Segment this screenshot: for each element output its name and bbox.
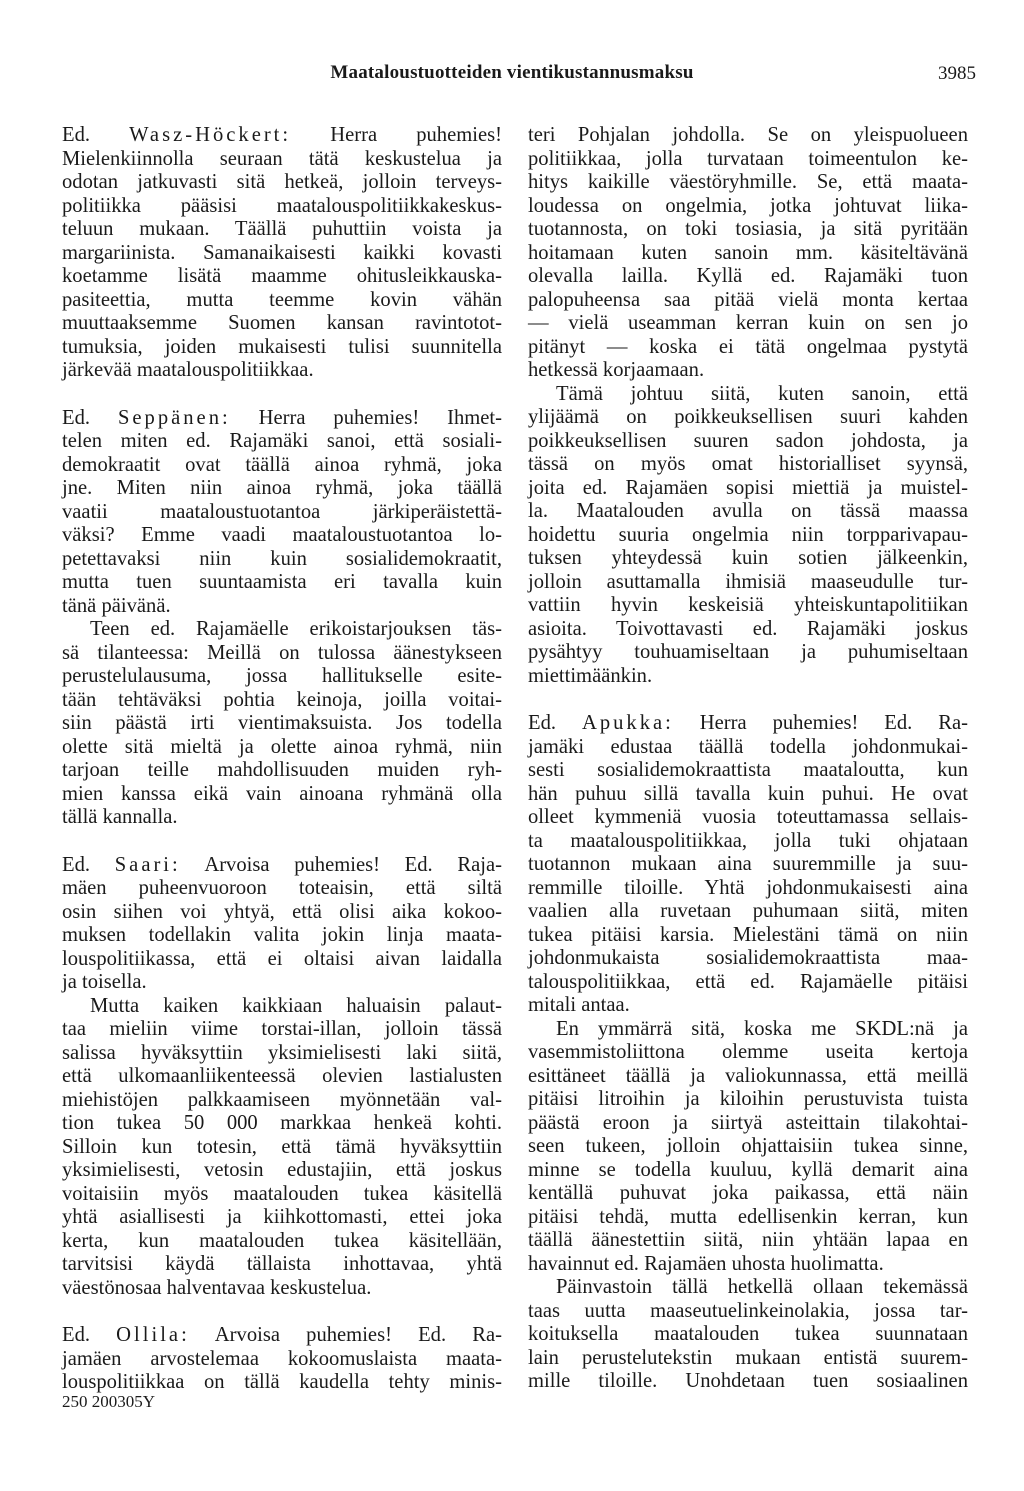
text-line: la. Maatalouden avulla on tässä maassa <box>528 500 968 522</box>
text-line: voitaisiin myös maatalouden tukea käsitellä <box>62 1182 502 1205</box>
speaker-name: Apukka: <box>581 712 674 734</box>
text-line: margariinista. Samanaikaisesti kaikki kovasti <box>62 241 502 264</box>
text-line: hän puhuu sillä tavalla kuin puhui. He ovat <box>528 782 968 805</box>
text-line: vattiin hyvin keskeisiä yhteiskuntapolitiikan <box>528 594 968 616</box>
speaker-name: Ollila: <box>116 1324 190 1346</box>
text-line: väestönosaa halventavaa keskustelua. <box>62 1276 372 1299</box>
text-line: tukea pitäisi karsia. Mielestäni tämä on niin <box>528 923 968 946</box>
text-line: siin päästä irti vientimaksuista. Jos todella <box>62 712 502 734</box>
text-line: koituksella maatalouden tukea suunnataan <box>528 1323 968 1345</box>
text-line: Teen ed. Rajamäelle erikoistarjouksen täs- <box>90 618 502 640</box>
text-line: hitys kaikille väestöryhmille. Se, että maata- <box>528 171 968 193</box>
text-line: demokraatit ovat täällä ainoa ryhmä, joka <box>62 453 502 476</box>
text-line: louspolitiikassa, että ei oltaisi aivan laidalla <box>62 947 502 970</box>
text-line: koetamme lisätä maamme ohitusleikkauska- <box>62 265 502 287</box>
text-line: hetkessä korjaamaan. <box>528 359 705 381</box>
text-line: tion tukea 50 000 markkaa henkeä kohti. <box>62 1112 502 1134</box>
text-line: tumuksia, joiden mukaisesti tulisi suunnitella <box>62 335 502 358</box>
text-line: esittäneet täällä ja valiokunnassa, että meillä <box>528 1064 968 1087</box>
text-line: hoitamaan kuten sanoin mm. käsiteltävänä <box>528 241 968 264</box>
text-line: teluun mukaan. Täällä puhuttiin voista ja <box>62 218 502 240</box>
text-line: tarjoan teille mahdollisuuden muiden ryh- <box>62 759 502 781</box>
text-line: olette sitä mieltä ja olette ainoa ryhmä, niin <box>62 735 502 758</box>
text-line: johdonmukaista sosialidemokraattista maa- <box>528 947 968 969</box>
text-line: järkevää maatalouspolitiikkaa. <box>62 359 314 381</box>
text-line: joita ed. Rajamäen sopisi miettiä ja muistel- <box>528 476 968 499</box>
text-line: talouspolitiikkaa, että ed. Rajamäelle pitäisi <box>528 970 968 993</box>
text-line: miettimäänkin. <box>528 664 653 687</box>
paragraph-gap <box>62 830 502 854</box>
text-line: Ed. Ollila: Arvoisa puhemies! Ed. Ra- <box>62 1324 502 1346</box>
text-line: Ed. Saari: Arvoisa puhemies! Ed. Raja- <box>62 853 502 876</box>
text-line: miehistöjen palkkaamiseen myönnetään val- <box>62 1088 502 1111</box>
text-line: palopuheensa saa pitää vielä monta kertaa <box>528 288 968 311</box>
text-line: muuttaaksemme Suomen kansan ravintotot- <box>62 312 502 334</box>
paragraph-gap <box>528 688 968 712</box>
text-line: Tämä johtuu siitä, kuten sanoin, että <box>556 382 968 405</box>
text-line: pitäisi litroihin ja kiloihin perustuvista tuista <box>528 1088 968 1110</box>
text-line: hoidettu suuria ongelmia niin torpparivapau- <box>528 523 968 546</box>
text-line: mäen puheenvuoroon toteaisin, että siltä <box>62 877 502 899</box>
text-line: Silloin kun totesin, että tämä hyväksyttiin <box>62 1135 502 1158</box>
text-line: väksi? Emme vaadi maataloustuotantoa lo- <box>62 524 502 546</box>
text-line: poikkeuksellisen suuren sadon johdosta, ja <box>528 429 968 452</box>
text-line: tään tehtäväksi pohtia keinoja, joilla voitai- <box>62 688 502 711</box>
text-line: ylijäämä on poikkeuksellisen suuri kahden <box>528 406 968 428</box>
text-line: lain perustelutekstin mukaan entistä suurem- <box>528 1346 968 1369</box>
text-line: tuksen yhteydessä kuin sotien jälkeenkin, <box>528 547 968 569</box>
text-line: En ymmärrä sitä, koska me SKDL:nä ja <box>556 1017 968 1040</box>
text-line: seen tukeen, jolloin ohjattaisiin tukea sinne, <box>528 1135 968 1157</box>
text-line: osin siihen voi yhtyä, että olisi aika kokoo- <box>62 900 502 923</box>
text-line: Ed. Seppänen: Herra puhemies! Ihmet- <box>62 406 502 429</box>
text-line: täällä äänestettiin siitä, niin yhtään lapaa en <box>528 1229 968 1251</box>
text-line: pitänyt — koska ei tätä ongelmaa pystytä <box>528 335 968 358</box>
text-line: sä tilanteessa: Meillä on tulossa äänestykseen <box>62 641 502 664</box>
text-line: olleet kymmeniä vuosia toteuttamassa sellais- <box>528 806 968 828</box>
text-line: jamäki edustaa täällä todella johdonmukai- <box>528 735 968 758</box>
text-line: mutta tuen suuntaamista eri tavalla kuin <box>62 571 502 593</box>
text-line: vaalien alla ruvetaan puhumaan siitä, miten <box>528 900 968 922</box>
text-line: Mielenkiinnolla seuraan tätä keskustelua ja <box>62 147 502 170</box>
text-line: teri Pohjalan johdolla. Se on yleispuolueen <box>528 124 968 146</box>
text-line: asioita. Toivottavasti ed. Rajamäki joskus <box>528 617 968 640</box>
text-line: havainnut ed. Rajamäen uhosta huolimatta. <box>528 1252 884 1275</box>
text-column-right <box>528 124 968 1394</box>
text-line: olevalla lailla. Kyllä ed. Rajamäki tuon <box>528 265 968 287</box>
text-line: kerta, kun maatalouden tukea käsitellään, <box>62 1229 502 1252</box>
text-line: loudessa on ongelmia, jotka johtuvat liika- <box>528 194 968 217</box>
paragraph-gap <box>62 383 502 407</box>
text-line: pitäisi tehdä, mutta edellisenkin kerran, kun <box>528 1205 968 1228</box>
text-line: tällä kannalla. <box>62 806 178 828</box>
text-line: mitali antaa. <box>528 994 630 1016</box>
text-line: — vielä useamman kerran kuin on sen jo <box>528 312 968 334</box>
text-line: yhtä asiallisesti ja kiihkottomasti, ettei joka <box>62 1206 502 1228</box>
text-line: mien kanssa eikä vain ainoana ryhmänä olla <box>62 782 502 805</box>
text-line: jolloin asuttamalla ihmisiä maaseudulle tur- <box>528 570 968 593</box>
text-line: tänä päivänä. <box>62 594 171 617</box>
speaker-name: Wasz-Höckert: <box>129 124 292 146</box>
text-line: tuotannosta, on toki tosiasia, ja sitä pyritään <box>528 218 968 240</box>
text-line: Ed. Wasz-Höckert: Herra puhemies! <box>62 124 502 146</box>
paragraph-gap <box>62 1300 502 1324</box>
page-footer-code: 250 200305Y <box>62 1392 156 1411</box>
text-line: päästä eroon ja siirtyä asteittain tilakohtai- <box>528 1111 968 1134</box>
text-line: tarvitsisi käydä tällaista inhottavaa, yhtä <box>62 1253 502 1275</box>
text-line: politiikka pääsisi maatalouspolitiikkakeskus- <box>62 194 502 217</box>
text-line: mille tiloille. Unohdetaan tuen sosiaalinen <box>528 1370 968 1392</box>
text-line: pysähtyy touhuamiseltaan ja puhumiseltaan <box>528 641 968 663</box>
speaker-name: Saari: <box>114 853 181 876</box>
text-line: taas uutta maaseutuelinkeinolakia, jossa tar- <box>528 1299 968 1322</box>
text-line: remmille tiloille. Yhtä johdonmukaisesti aina <box>528 876 968 899</box>
text-line: pasiteettia, mutta teemme kovin vähän <box>62 288 502 311</box>
text-line: jamäen arvostelemaa kokoomuslaista maata- <box>62 1347 502 1370</box>
text-line: että ulkomaanliikenteessä olevien lastialusten <box>62 1065 502 1087</box>
text-line: minne se todella kuuluu, kyllä demarit aina <box>528 1158 968 1181</box>
text-line: sesti sosialidemokraattista maataloutta, kun <box>528 759 968 781</box>
text-line: telen miten ed. Rajamäki sanoi, että sosiali- <box>62 430 502 452</box>
text-line: salissa hyväksyttiin yksimielisesti laki siitä, <box>62 1041 502 1064</box>
text-line: petettavaksi niin kuin sosialidemokraatit, <box>62 547 502 570</box>
page-header-title: Maataloustuotteiden vientikustannusmaksu <box>330 62 694 83</box>
text-line: louspolitiikkaa on tällä kaudella tehty minis- <box>62 1371 502 1393</box>
text-line: tässä on myös omat historialliset syynsä, <box>528 453 968 475</box>
text-line: muksen todellakin valita jokin linja maata- <box>62 924 502 946</box>
text-line: odotan jatkuvasti sitä hetkeä, jolloin terveys- <box>62 171 502 193</box>
text-line: jne. Miten niin ainoa ryhmä, joka täällä <box>62 477 502 499</box>
text-line: Päinvastoin tällä hetkellä ollaan tekemässä <box>556 1276 968 1298</box>
text-line: perustelulausuma, jossa hallitukselle esite- <box>62 665 502 687</box>
text-line: kentällä puhuvat joka paikassa, että näin <box>528 1182 968 1204</box>
page-number: 3985 <box>938 63 976 84</box>
text-line: yksimielisesti, vetosin edustajiin, että joskus <box>62 1159 502 1181</box>
text-line: Ed. Apukka: Herra puhemies! Ed. Ra- <box>528 712 968 734</box>
text-line: Mutta kaiken kaikkiaan haluaisin palaut- <box>90 994 502 1017</box>
text-line: ja toisella. <box>62 971 147 993</box>
text-column-left <box>62 124 502 1395</box>
text-line: ta maatalouspolitiikkaa, jolla tuki ohjataan <box>528 829 968 852</box>
speaker-name: Seppänen: <box>117 406 231 429</box>
text-line: politiikkaa, jolla turvataan toimeentulon ke- <box>528 147 968 170</box>
text-line: taa mieliin viime torstai-illan, jolloin tässä <box>62 1018 502 1040</box>
text-line: vaatii maataloustuotantoa järkiperäistettä- <box>62 500 502 523</box>
text-line: vasemmistoliittona olemme useita kertoja <box>528 1041 968 1063</box>
text-line: tuotannon mukaan aina suuremmille ja suu- <box>528 853 968 875</box>
